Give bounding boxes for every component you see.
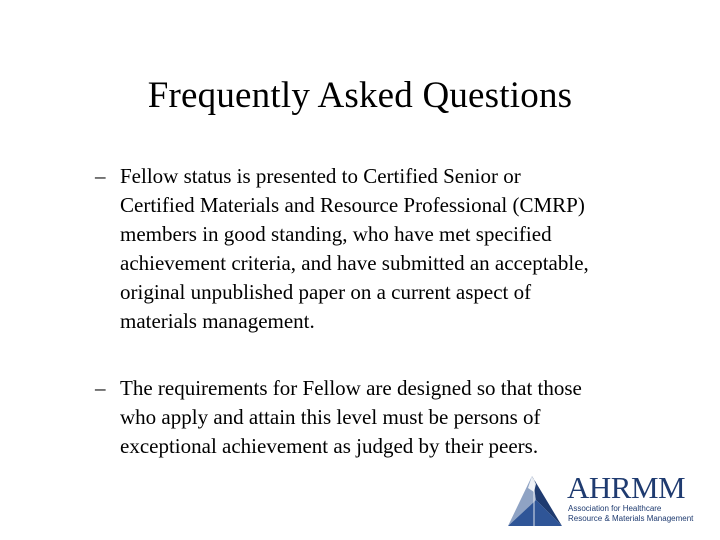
slide-title: Frequently Asked Questions: [147, 75, 573, 116]
bullet-line: The requirements for Fellow are designed so that those: [120, 376, 582, 400]
bullet-line: exceptional achievement as judged by their peers.: [120, 434, 539, 458]
logo-name: AHRMM: [567, 470, 686, 505]
bullet-line: achievement criteria, and have submitted an acceptable,: [120, 251, 589, 275]
logo-tagline-line: Association for Healthcare: [568, 504, 662, 513]
bullet-line: Certified Materials and Resource Professional (CMRP): [120, 193, 585, 217]
ahrmm-logo: [506, 470, 692, 528]
bullet-line: who apply and attain this level must be persons of: [120, 405, 541, 429]
bullet-marker: –: [95, 164, 106, 188]
bullet-marker: –: [95, 376, 106, 400]
bullet-line: Fellow status is presented to Certified Senior or: [120, 164, 521, 188]
bullet-text: [120, 374, 676, 461]
logo-tagline-line: Resource & Materials Management: [568, 514, 694, 523]
bullet-line: materials management.: [120, 309, 315, 333]
bullet-line: members in good standing, who have met specified: [120, 222, 552, 246]
bullet-line: original unpublished paper on a current aspect of: [120, 280, 532, 304]
logo-tagline: [568, 504, 692, 524]
mountain-logo-icon: [506, 470, 564, 528]
bullet-text: [120, 162, 676, 336]
